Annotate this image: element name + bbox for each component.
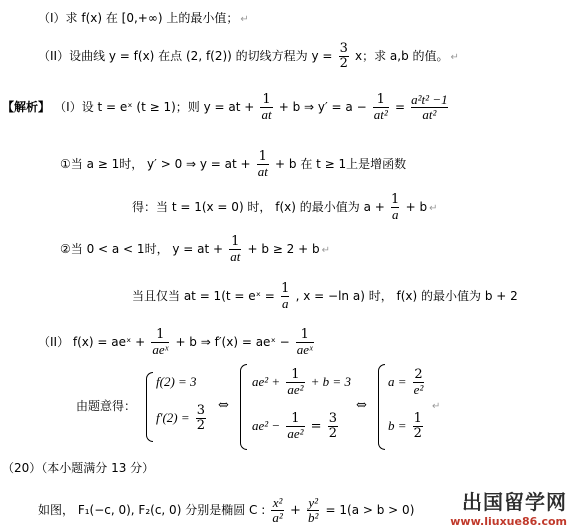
fraction-derivative: $\frac{\text{a²t² −1}}{\text{at²}}$ (411, 92, 448, 122)
part-2-derivative: （II） f(x) = aeˣ + $\frac{1}{\text{aeˣ}}$ + b ⇒ f′(x) = aeˣ − $\frac{1}{\text{aeˣ}}$ (38, 327, 313, 357)
system-brace-2 (240, 364, 247, 450)
solution-intro: 【解析】 （I）设 t = eˣ (t ≥ 1)；则 y = at + $\frac{1}{at}$ + b ⇒ y′ = a − $\frac{1}{\text{at²}}$ = $\frac{\text{a²t² −1}}{\text{at²}}$ (2, 92, 448, 122)
fraction-3-2: $\frac{3}{2}$ (196, 403, 206, 433)
fraction-1-a: $\frac{1}{a}$ (281, 281, 290, 311)
system-2-row-2: ae² − $\frac{1}{\text{ae²}}$ = $\frac{3}{2}$ (252, 411, 337, 441)
fraction-1-aex: $\frac{1}{\text{aeˣ}}$ (152, 327, 169, 357)
fraction-y2-b2: $\frac{\text{y²}}{\text{b²}}$ (307, 495, 319, 525)
case-1-result: 得：当 t = 1(x = 0) 时， f(x) 的最小值为 a + $\frac{1}{a}$ + b ↵ (132, 192, 438, 222)
case-2-result: 当且仅当 at = 1(t = eˣ = $\frac{1}{a}$ , x = −ln a) 时， f(x) 的最小值为 b + 2 (132, 281, 518, 311)
watermark-cn: 出国留学网 (462, 490, 567, 514)
fraction-x2-a2: $\frac{\text{x²}}{\text{a²}}$ (272, 495, 283, 525)
fraction-1-aex: $\frac{1}{\text{aeˣ}}$ (296, 327, 313, 357)
system-1-row-1: f(2) = 3 (156, 374, 197, 389)
case-1: ①当 a ≥ 1时， y′ > 0 ⇒ y = at + $\frac{1}{at}$ + b 在 t ≥ 1上是增函数 (60, 149, 407, 179)
fraction-1-at: $\frac{1}{at}$ (261, 92, 272, 122)
system-1-row-2: f′(2) = $\frac{3}{2}$ (156, 403, 206, 433)
fraction-1-ae2: $\frac{1}{\text{ae²}}$ (287, 411, 304, 441)
watermark-url: www.liuxue86.com (450, 515, 567, 528)
watermark (450, 486, 567, 528)
return-mark: ↵ (432, 401, 441, 412)
iff-symbol-2: ⇔ (356, 398, 367, 413)
fraction-3-2: $\frac{3}{2}$ (328, 411, 337, 441)
fraction-3-2: $\frac{3}{2}$ (339, 41, 348, 71)
system-brace-3 (378, 364, 385, 450)
system-brace-1 (146, 372, 153, 442)
case-2: ②当 0 < a < 1时， y = at + $\frac{1}{at}$ + b ≥ 2 + b ↵ (60, 234, 330, 264)
fraction-1-2: $\frac{1}{2}$ (413, 411, 422, 441)
question-part-2: （II）设曲线 y = f(x) 在点 (2, f(2)) 的切线方程为 y = $\frac{3}{2}$ x；求 a,b 的值。 ↵ (38, 41, 459, 71)
fraction-1-at: $\frac{1}{at}$ (230, 234, 241, 264)
fraction-2-e2: $\frac{2}{\text{e²}}$ (413, 367, 424, 397)
system-3-row-1: a = $\frac{2}{\text{e²}}$ (388, 367, 424, 397)
system-2-row-1: ae² + $\frac{1}{\text{ae²}}$ + b = 3 (252, 367, 351, 397)
fraction-1-at: $\frac{1}{at}$ (257, 149, 268, 179)
fraction-1-at2: $\frac{1}{\text{at²}}$ (373, 92, 388, 122)
system-3-row-2: b = $\frac{1}{2}$ (388, 411, 422, 441)
fraction-1-ae2: $\frac{1}{\text{ae²}}$ (287, 367, 304, 397)
question-20-body: 如图， F₁(−c, 0), F₂(c, 0) 分别是椭圆 C : $\frac{\text{x²}}{\text{a²}}$ + $\frac{\text{y²}}{\text{b²}}$ = 1(a > b > 0) (38, 495, 415, 525)
question-part-1: （I）求 f(x) 在 [0,+∞) 上的最小值； ↵ (38, 11, 249, 25)
given-label: 由题意得： (76, 399, 137, 413)
question-20-header: （20）（本小题满分 13 分） (2, 461, 155, 475)
iff-symbol-1: ⇔ (218, 398, 229, 413)
fraction-1-a: $\frac{1}{a}$ (391, 192, 400, 222)
